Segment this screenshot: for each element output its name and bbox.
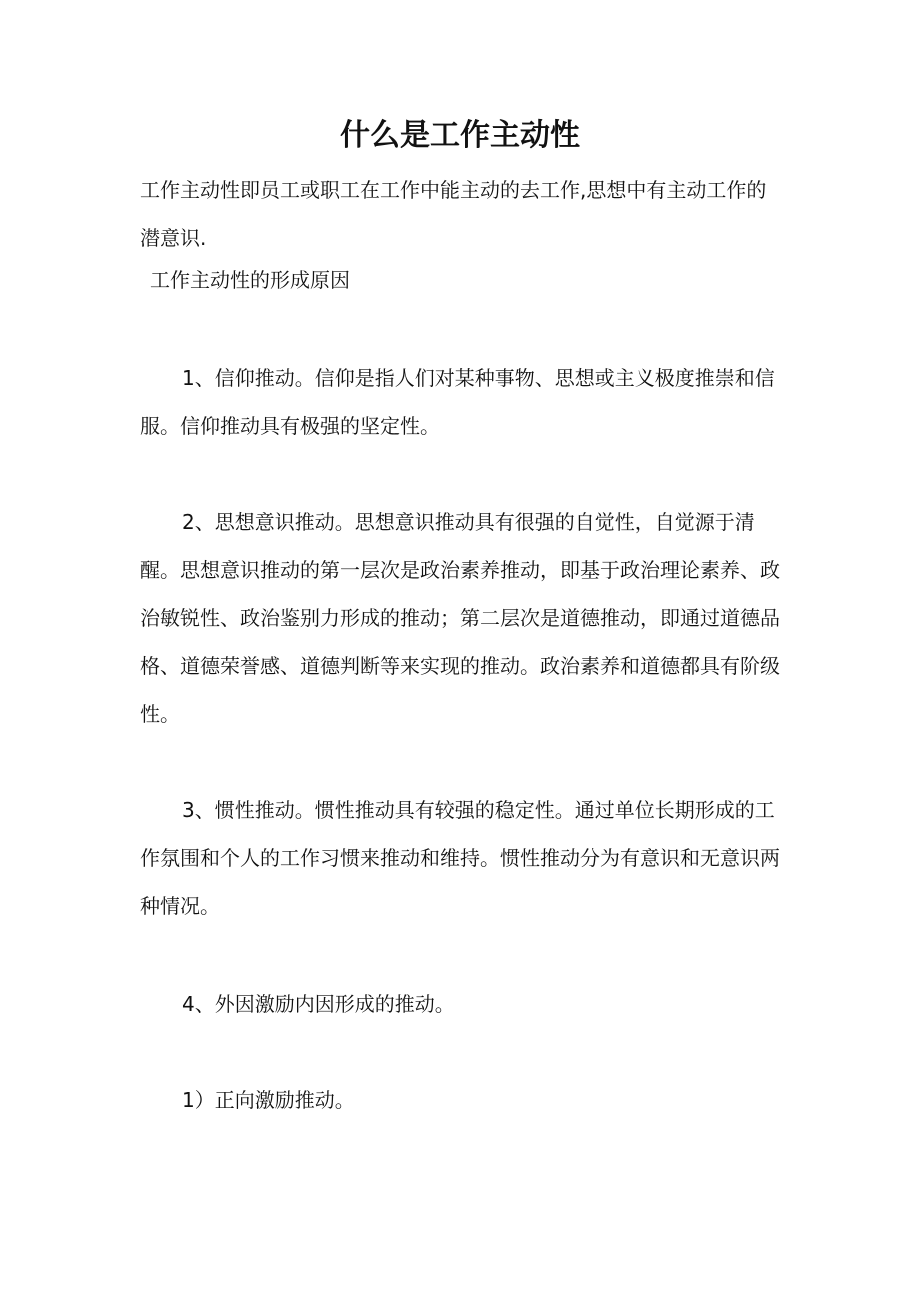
subpoint-1-paragraph: 1）正向激励推动。: [182, 1088, 355, 1112]
point-3-paragraph: 3、惯性推动。惯性推动具有较强的稳定性。通过单位长期形成的工作氛围和个人的工作习惯来推动和维持。惯性推动分为有意识和无意识两种情况。: [140, 798, 780, 918]
point-1-paragraph: 1、信仰推动。信仰是指人们对某种事物、思想或主义极度推崇和信服。信仰推动具有极强的坚定性。: [140, 366, 775, 438]
point-2-paragraph: 2、思想意识推动。思想意识推动具有很强的自觉性，自觉源于清醒。思想意识推动的第一层次是政治素养推动，即基于政治理论素养、政治敏锐性、政治鉴别力形成的推动；第二层次是道德推动，即通过道德品格、道德荣誉感、道德判断等来实现的推动。政治素养和道德都具有阶级性。: [140, 510, 780, 726]
page-title: 什么是工作主动性: [340, 118, 580, 153]
point-4-paragraph: 4、外因激励内因形成的推动。: [182, 992, 455, 1016]
intro-paragraph: 工作主动性即员工或职工在工作中能主动的去工作,思想中有主动工作的潜意识.: [140, 178, 767, 250]
section-subheading: 工作主动性的形成原因: [150, 268, 350, 292]
